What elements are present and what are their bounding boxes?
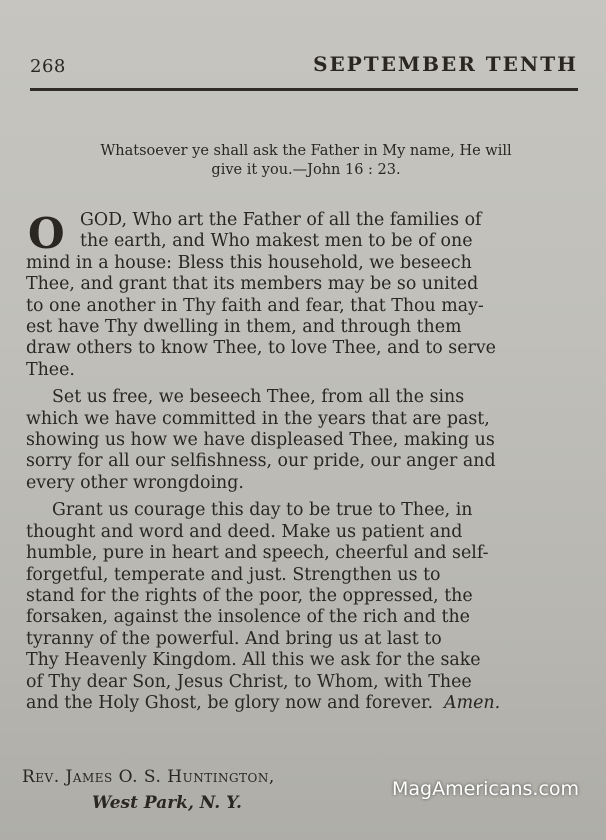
header-rule [30, 88, 578, 91]
prayer-paragraph-2 [26, 387, 582, 494]
prayer-line: Thy Heavenly Kingdom. All this we ask for the sake [26, 650, 481, 671]
epigraph-line: give it you.—John 16 : 23. [211, 162, 401, 178]
prayer-line: tyranny of the powerful. And bring us at last to [26, 628, 442, 649]
page-header [30, 50, 578, 80]
epigraph [28, 142, 584, 180]
prayer-line: every other wrongdoing. [26, 472, 244, 493]
author-place: West Park, N. Y. [92, 793, 242, 813]
prayer-line: which we have committed in the years that are past, [26, 408, 490, 429]
epigraph-line: Whatsoever ye shall ask the Father in My name, He will [100, 143, 512, 159]
prayer-line: Grant us courage this day to be true to Thee, in [52, 500, 473, 521]
prayer-line: the earth, and Who makest men to be of one [80, 231, 473, 252]
watermark: MagAmericans.com [392, 778, 580, 800]
prayer-line: forgetful, temperate and just. Strengthen us to [26, 564, 441, 585]
prayer-line-text: and the Holy Ghost, be glory now and forever. [26, 692, 433, 713]
prayer-line: of Thy dear Son, Jesus Christ, to Whom, with Thee [26, 671, 472, 692]
author-name: Rev. James O. S. Huntington, [22, 767, 275, 787]
prayer-line: Thee, and grant that its members may be so united [26, 274, 479, 295]
prayer-line: est have Thy dwelling in them, and through them [26, 317, 462, 338]
prayer-line: thought and word and deed. Make us patient and [26, 521, 463, 542]
prayer-paragraph-1 [26, 210, 582, 381]
amen: Amen. [444, 692, 501, 713]
prayer-line: draw others to know Thee, to love Thee, and to serve [26, 338, 496, 359]
page-number: 268 [30, 56, 66, 77]
prayer-line: forsaken, against the insolence of the rich and the [26, 607, 470, 628]
prayer-line: showing us how we have displeased Thee, making us [26, 430, 495, 451]
prayer-line: mind in a house: Bless this household, we beseech [26, 252, 472, 273]
prayer-line: stand for the rights of the poor, the oppressed, the [26, 585, 473, 606]
prayer-line: to one another in Thy faith and fear, that Thou may- [26, 295, 484, 316]
prayer-line: GOD, Who art the Father of all the families of [80, 210, 482, 230]
prayer-paragraph-3 [26, 500, 582, 714]
prayer-line: humble, pure in heart and speech, cheerful and self- [26, 543, 489, 564]
prayer-line-last [26, 693, 582, 714]
prayer-line: sorry for all our selfishness, our pride, our anger and [26, 451, 496, 472]
drop-cap: O [28, 209, 65, 258]
prayer-text [26, 210, 582, 714]
prayer-line: Thee. [26, 359, 75, 380]
prayer-line: Set us free, we beseech Thee, from all the sins [52, 387, 465, 408]
signature [22, 764, 275, 816]
running-head: SEPTEMBER TENTH [313, 52, 578, 76]
